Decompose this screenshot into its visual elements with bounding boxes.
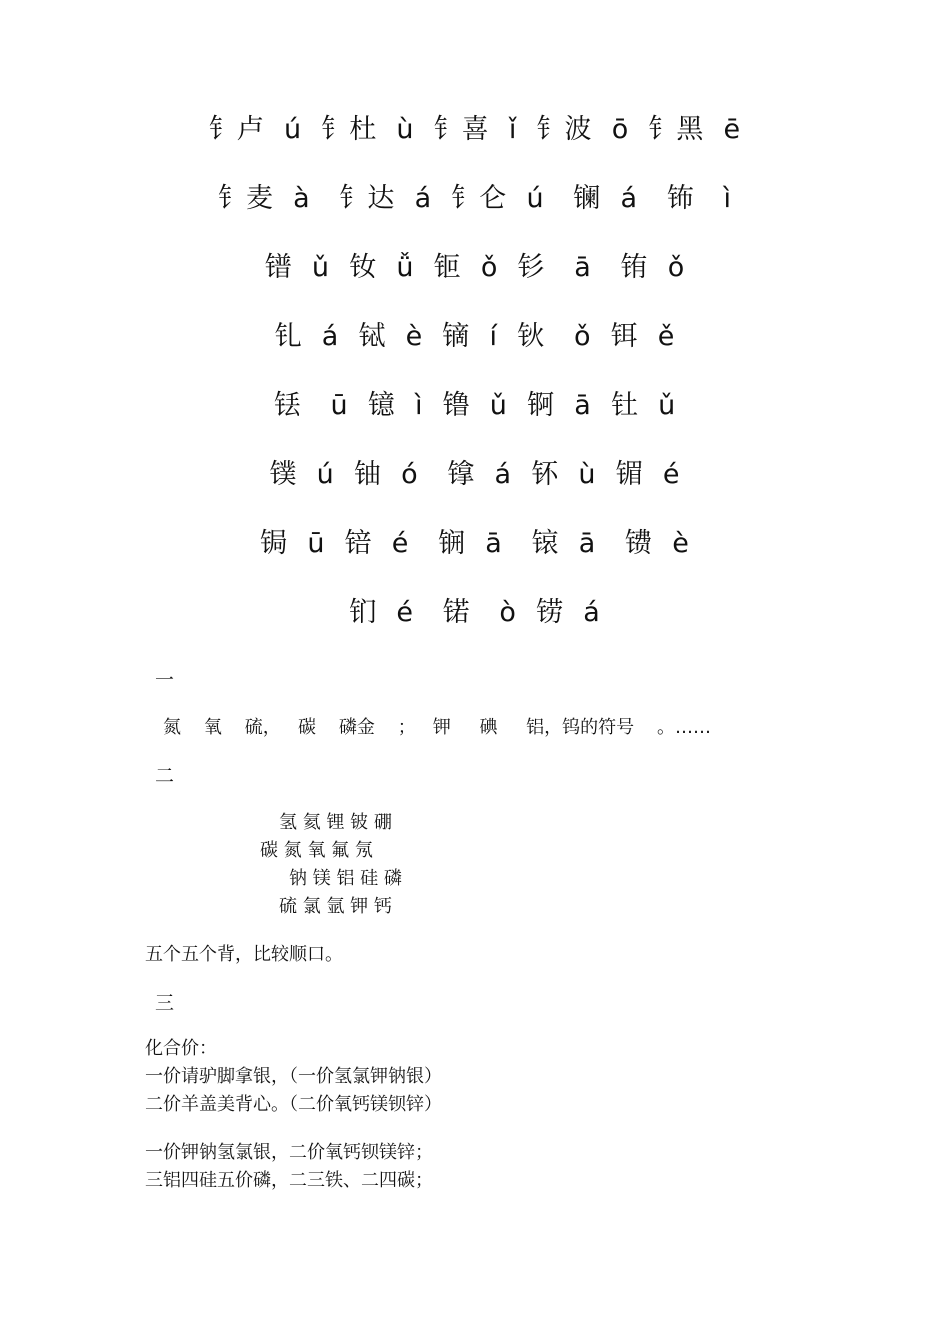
reading-line-2: 钅麦 à 钅达 á 钅仑 ú 镧 á 钸 ì — [217, 183, 733, 214]
element-row-2: 碳 氮 氧 氟 氖 — [260, 840, 373, 861]
reading-line-8: 钔 é 锘 ò 铹 á — [349, 597, 601, 628]
valence-line-1: 一价请驴脚拿银，（一价氢氯钾钠银） — [145, 1066, 442, 1087]
element-row-1: 氢 氦 锂 铍 硼 — [279, 812, 392, 833]
valence-line-2: 二价羊盖美背心。（二价氧钙镁钡锌） — [145, 1094, 442, 1115]
elements-mnemonic-line: 氮 氧 硫， 碳 磷金 ； 钾 碘 铝，钨的符号 。…… — [163, 717, 711, 738]
valence-rhyme-line-2: 三铝四硅五价磷，二三铁、二四碳； — [145, 1170, 433, 1191]
section-number-1: 一 — [155, 669, 175, 691]
reading-line-6: 镤 ú 铀 ó 镎 á 钚 ù 镅 é — [269, 459, 681, 490]
section-number-3: 三 — [155, 992, 175, 1014]
reading-line-4: 钆 á 铽 è 镝 í 钬 ǒ 铒 ě — [274, 321, 676, 352]
valence-heading: 化合价： — [145, 1038, 217, 1059]
reading-line-1: 钅卢 ú 钅杜 ù 钅喜 ǐ 钅波 ō 钅黑 ē — [208, 114, 742, 145]
element-row-4: 硫 氯 氩 钾 钙 — [279, 896, 392, 917]
reading-line-3: 镨 ǔ 钕 ǚ 钷 ǒ 钐 ā 铕 ǒ — [264, 252, 686, 283]
reading-line-7: 锔 ū 锫 é 锎 ā 锿 ā 镄 è — [260, 528, 690, 559]
section-number-2: 二 — [155, 765, 175, 787]
recite-note: 五个五个背，比较顺口。 — [145, 944, 343, 965]
reading-line-5: 铥 ū 镱 ì 镥 ǔ 锕 ā 钍 ǔ — [273, 390, 677, 421]
element-row-3: 钠 镁 铝 硅 磷 — [289, 868, 402, 889]
valence-rhyme-line-1: 一价钾钠氢氯银，二价氧钙钡镁锌； — [145, 1142, 433, 1163]
